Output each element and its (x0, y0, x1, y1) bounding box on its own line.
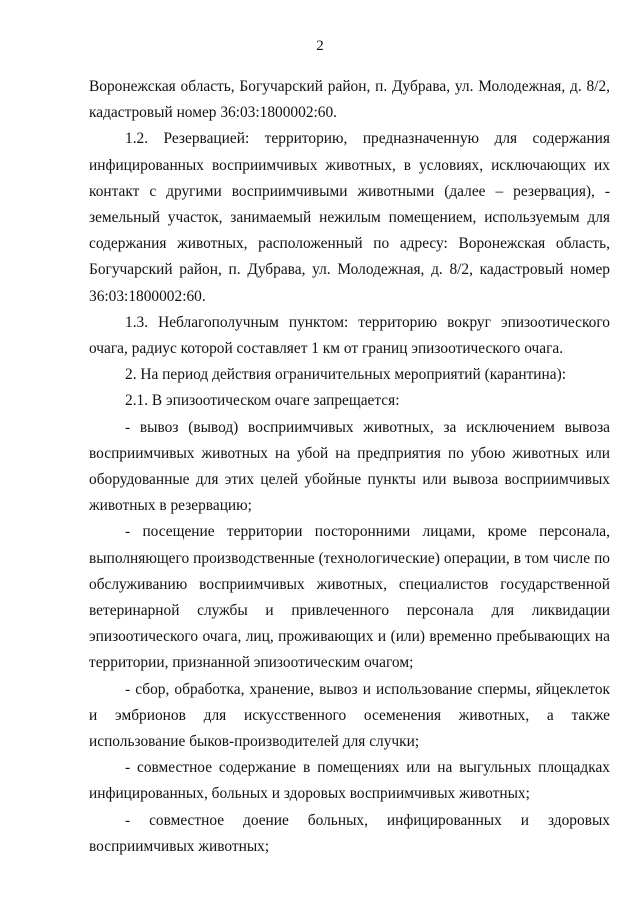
document-body (89, 74, 610, 860)
paragraph-clause-1-3: 1.3. Неблагополучным пунктом: территорию вокруг эпизоотического очага, радиус которой составляет 1 км от границ эпизоотического очага. (89, 313, 610, 358)
paragraph-clause-2: 2. На период действия ограничительных мероприятий (карантина): (125, 366, 567, 384)
list-item-joint-milking: - совместное доение больных, инфицированных и здоровых восприимчивых животных; (89, 811, 610, 855)
page-number: 2 (316, 38, 324, 54)
list-item-removal: - вывоз (вывод) восприимчивых животных, за исключением вывоза восприимчивых животных на убой на предприятия по убою животных или оборудованные для этих целей убойные пункты или вывоза восприимчивых животных в резервацию; (89, 418, 610, 515)
list-item-semen: - сбор, обработка, хранение, вывоз и использование спермы, яйцеклеток и эмбрионов для искусственного осеменения животных, а также использование быков-производителей для случки; (89, 680, 610, 751)
list-item-joint-keeping: - совместное содержание в помещениях или на выгульных площадках инфицированных, больных и здоровых восприимчивых животных; (89, 759, 610, 803)
paragraph-address-continuation: Воронежская область, Богучарский район, п. Дубрава, ул. Молодежная, д. 8/2, кадастровый номер 36:03:1800002:60. (89, 78, 610, 122)
paragraph-clause-1-2: 1.2. Резервацией: территорию, предназначенную для содержания инфицированных восприимчивых животных, в условиях, исключающих их контакт с другими восприимчивыми животными (далее – резервация), - земельный участок, занимаемый нежилым помещением, используемым для содержания животных, расположенный по адресу: Воронежская область, Богучарский район, п. Дубрава, ул. Молодежная, д. 8/2, кадастровый номер 36:03:1800002:60. (89, 130, 610, 305)
list-item-visits: - посещение территории посторонними лицами, кроме персонала, выполняющего производственные (технологические) операции, в том числе по обслуживанию восприимчивых животных, специалистов государственной ветеринарной службы и привлеченного персонала для ликвидации эпизоотического очага, лиц, проживающих и (или) временно пребывающих на территории, признанной эпизоотическим очагом; (89, 523, 610, 672)
paragraph-clause-2-1: 2.1. В эпизоотическом очаге запрещается: (125, 392, 400, 410)
